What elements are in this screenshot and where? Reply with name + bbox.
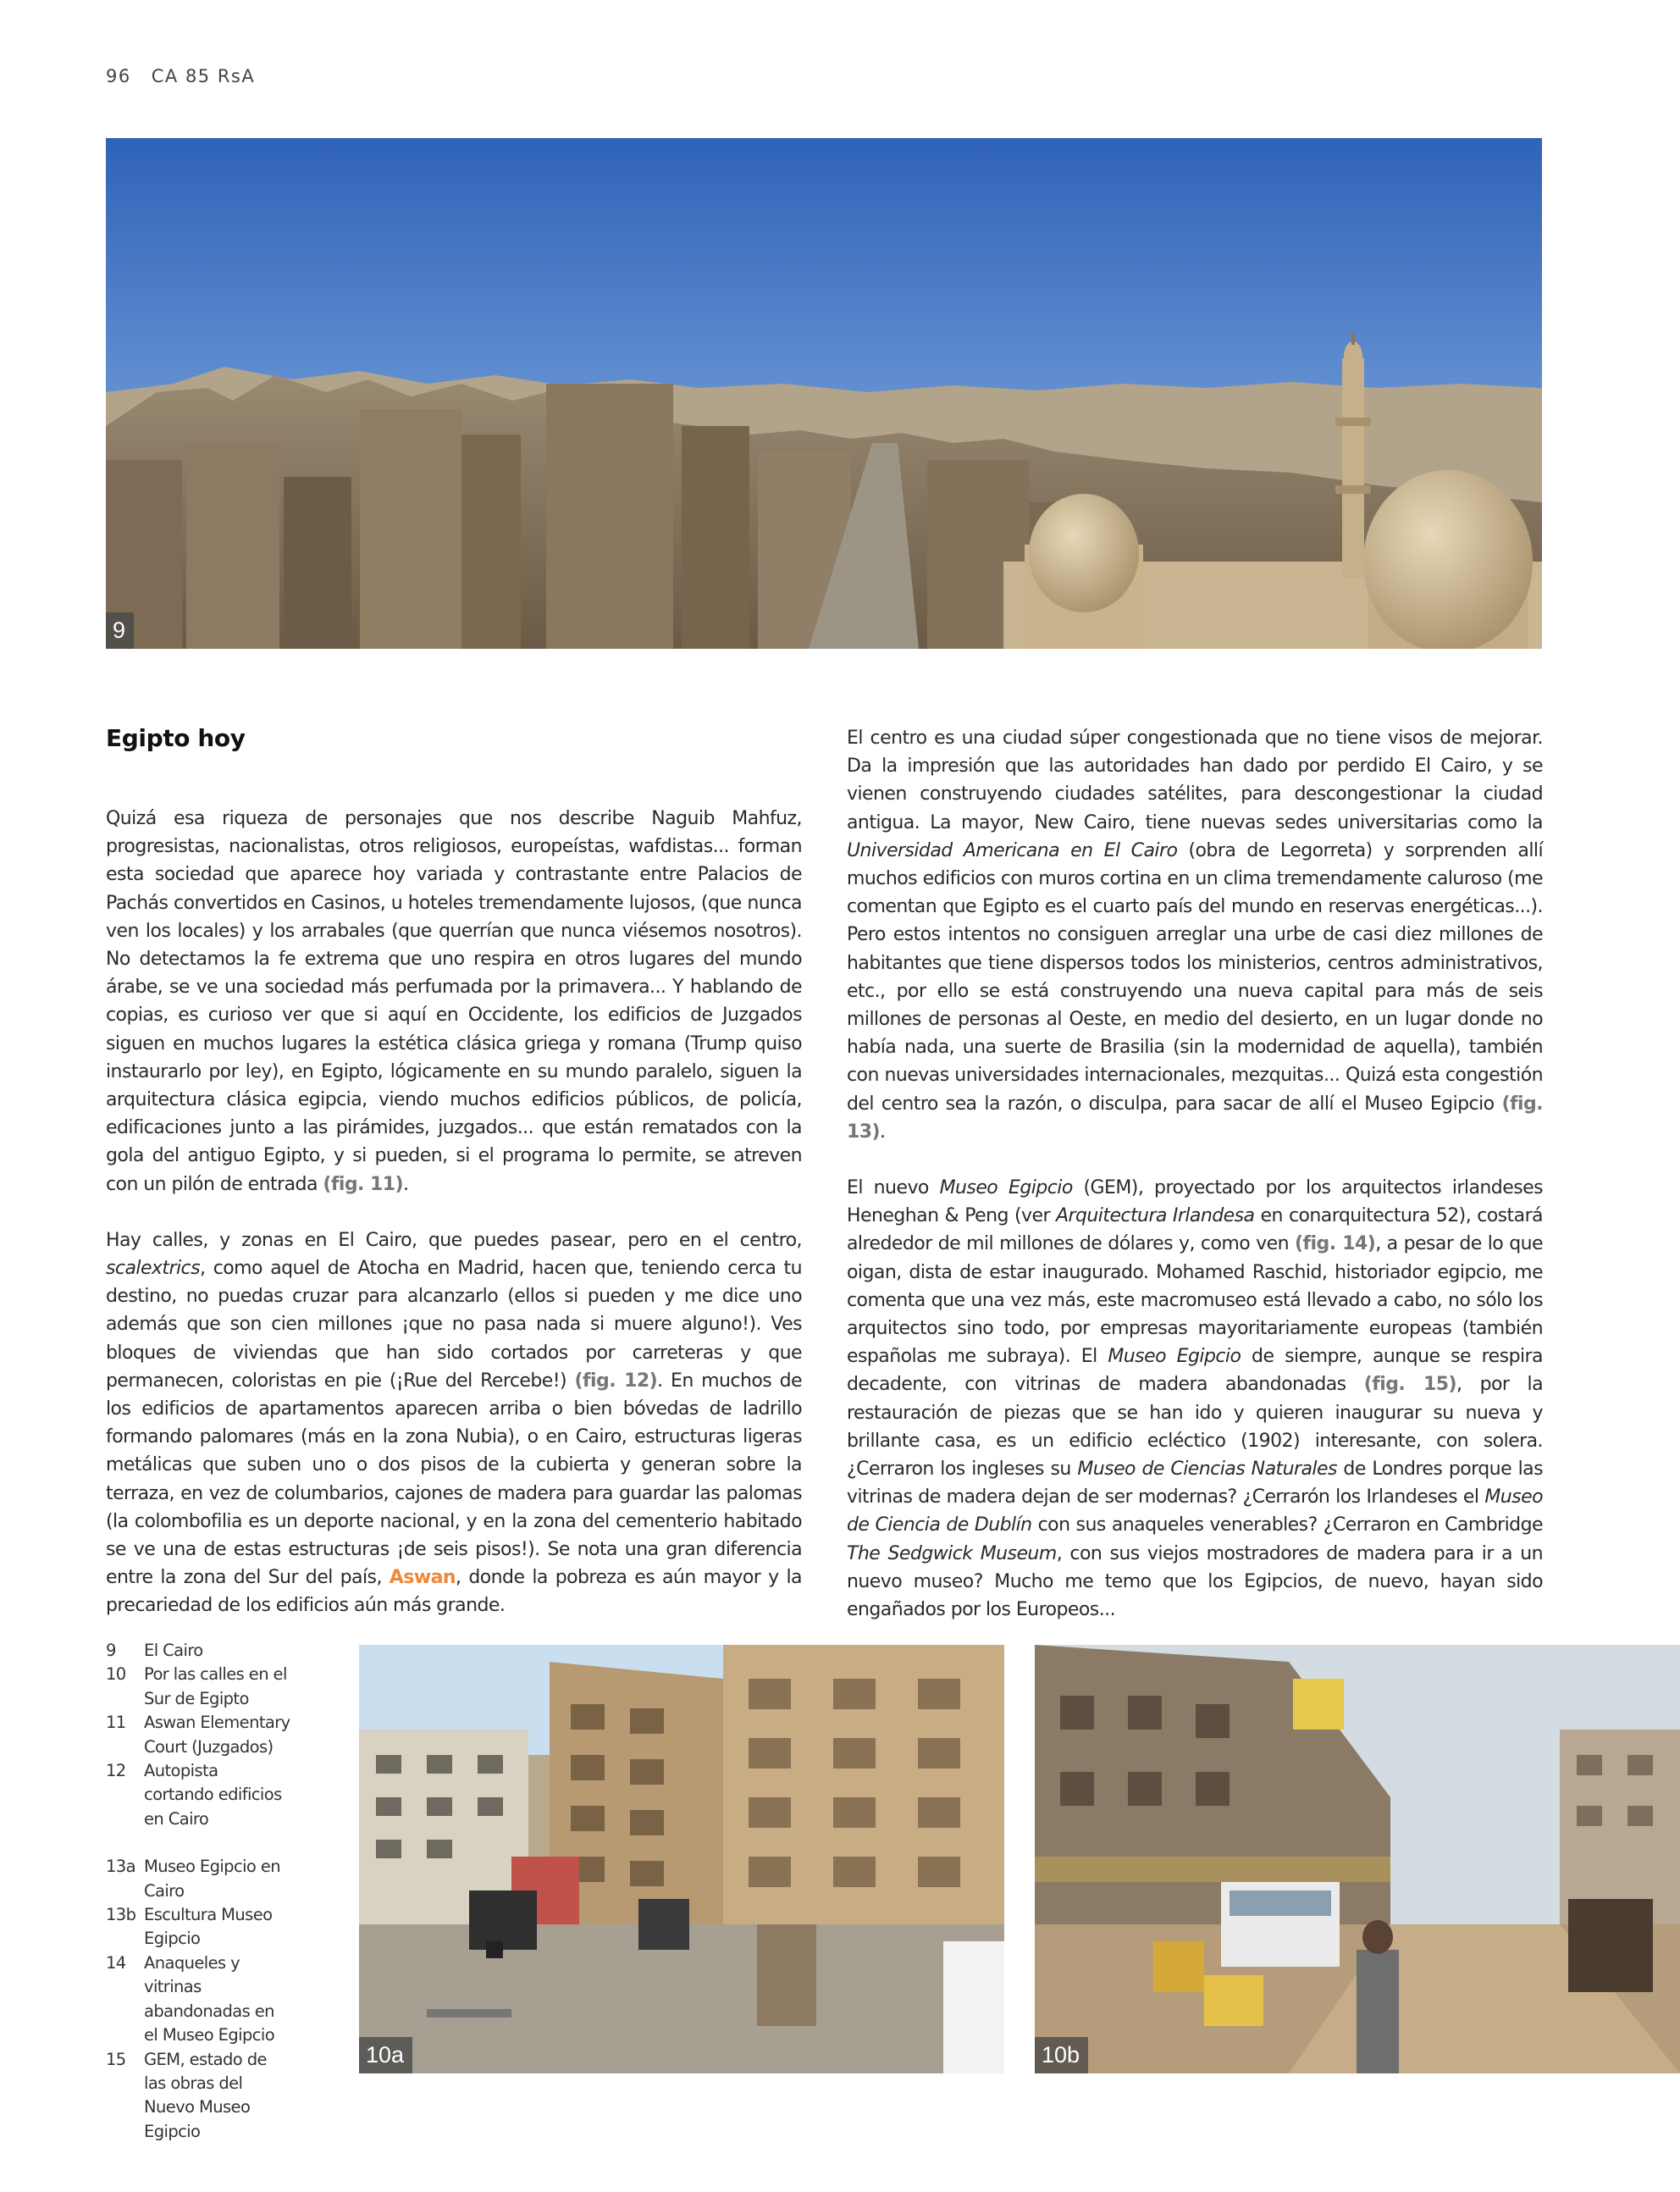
- left-paragraph-1: [106, 805, 802, 1198]
- caption-text: El Cairo: [144, 1641, 203, 1660]
- street-10a-illustration: [359, 1645, 1004, 2073]
- right-paragraph-2: [847, 1174, 1543, 1624]
- text-run: . En muchos de los edificios de apartamentos aparecen arriba o bien bóvedas de ladrillo formando palomares (más en la zona Nubia), o en Cairo, estructuras ligeras metálicas que suben uno o dos pisos de la cubierta y generan sobre la terraza, en vez de columbarios, cajones de madera para guardar las palomas (la colombofilia es un deporte nacional, y en la zona del cementerio habitado se ve una de estas estructuras ¡de seis pisos!). Se nota una gran diferencia entre la zona del Sur del país,: [106, 1370, 802, 1589]
- text-run: Arquitectura Irlandesa: [1056, 1205, 1255, 1227]
- text-run: con sus anaqueles venerables? ¿Cerraron en Cambridge: [1031, 1514, 1543, 1536]
- caption-text: Escultura Museo Egipcio: [144, 1905, 273, 1949]
- caption-text: Por las calles en el Sur de Egipto: [144, 1664, 287, 1708]
- caption-item: [106, 1759, 292, 1831]
- caption-number: 15: [106, 2049, 126, 2069]
- figure-reference: (fig. 11): [323, 1173, 403, 1195]
- figure-10b-street-photo: [1035, 1645, 1680, 2073]
- text-run: de Londres porque las vitrinas de madera dejan de ser modernas? ¿Cerrarón los Irlandeses el: [847, 1459, 1543, 1508]
- text-run: Quizá esa riqueza de personajes que nos describe Naguib Mahfuz, progresistas, nacionalistas, otros religiosos, europeístas, wafdistas... forman esta sociedad que aparece hoy variada y contrastante entre Palacios de Pachás convertidos en Casinos, u hoteles tremendamente lujosos, (que nunca ven los locales) y los arrabales (que querrían que nunca viésemos nosotros). No detectamos la fe extrema que uno respira en otros lugares del mundo árabe, se ve una sociedad más perfumada por la primavera... Y hablando de copias, es curioso ver que si aquí en Occidente, los edificios de Juzgados siguen en muchos lugares la estética clásica griega y romana (Trump quiso instaurarlo por ley), en Egipto, lógicamente en su mundo paralelo, siguen la arquitectura clásica egipcia, viendo muchos edificios públicos, de policía, edificaciones junto a las pirámides, juzgados... que están rematados con la gola del antiguo Egipto, y si pueden, si el programa lo permite, se atreven con un pilón de entrada: [106, 808, 802, 1195]
- caption-text: Autopista cortando edificios en Cairo: [144, 1761, 282, 1829]
- page-number: 96: [106, 66, 131, 86]
- highlighted-place-name: Aswan: [389, 1567, 456, 1589]
- caption-text: Museo Egipcio en Cairo: [144, 1857, 280, 1901]
- publication-name: CA 85 RsA: [151, 66, 256, 86]
- caption-number: 10: [106, 1664, 126, 1685]
- caption-item: [106, 1951, 292, 2048]
- text-run: , a pesar de lo que oigan, dista de estar inaugurado. Mohamed Raschid, historiador egipcio, me comenta que una vez más, este macromuseo está llevado a cabo, no sólo los arquitectos sino todo, por empresas mayoritariamente europeas (también españolas me subraya). El: [847, 1233, 1544, 1368]
- caption-item: [106, 1639, 292, 1663]
- text-run: Universidad Americana en El Cairo: [847, 839, 1178, 861]
- text-run: de siempre, aunque se respira decadente, con vitrinas de madera abandonadas: [847, 1346, 1543, 1396]
- text-run: El nuevo: [847, 1177, 940, 1199]
- caption-item: [106, 1903, 292, 1951]
- caption-item: [106, 1855, 292, 1903]
- text-run: El centro es una ciudad súper congestionada que no tiene visos de mejorar. Da la impresión que las autoridades han dado por perdido El Cairo, y se vienen construyendo ciudades satélites, para descongestionar la ciudad antigua. La mayor, New Cairo, tiene nuevas sedes universitarias como la: [847, 728, 1543, 833]
- figure-9-label: 9: [106, 612, 134, 649]
- text-run: .: [402, 1173, 409, 1195]
- text-run: (GEM), proyectado por los arquitectos irlandeses Heneghan & Peng (ver: [847, 1177, 1543, 1227]
- text-run: The Sedgwick Museum: [847, 1542, 1057, 1564]
- text-run: .: [880, 1121, 886, 1143]
- text-run: (obra de Legorreta) y sorprenden allí muchos edificios con muros cortina en un clima tremendamente caluroso (me comentan que Egipto es el cuarto país del mundo en reservas energéticas...). Pero estos intentos no consiguen arreglar una urbe de casi diez millones de habitantes que tiene dispersos todos los ministerios, centros administrativos, etc., por ello se está construyendo una nueva capital para más de seis millones de personas al Oeste, en medio del desierto, en un lugar donde no había nada, una suerte de Brasilia (sin la modernidad de aquella), también con nuevas universidades internacionales, mezquitas... Quizá esta congestión del centro sea la razón, o disculpa, para sacar de allí el Museo Egipcio: [847, 839, 1544, 1115]
- figure-reference: (fig. 14): [1295, 1233, 1376, 1255]
- caption-item: [106, 2048, 292, 2145]
- running-header: [106, 66, 255, 86]
- right-paragraphs: [847, 724, 1543, 1624]
- text-run: scalextrics: [106, 1258, 200, 1280]
- text-run: , por la restauración de piezas que se han ido y quieren inaugurar su nueva y brillante casa, es un edificio ecléctico (1902) interesante, con solera. ¿Cerraron los ingleses su: [847, 1374, 1544, 1481]
- article-left-column: [106, 724, 802, 1648]
- caption-text: Aswan Elementary Court (Juzgados): [144, 1713, 290, 1757]
- text-run: Museo Egipcio: [1108, 1346, 1241, 1368]
- caption-text: Anaqueles y vitrinas abandonadas en el Museo Egipcio: [144, 1952, 275, 2045]
- caption-spacer: [106, 1831, 292, 1855]
- article-right-column: [847, 724, 1543, 1652]
- street-10b-illustration: [1035, 1645, 1680, 2073]
- caption-item: [106, 1711, 292, 1759]
- caption-number: 11: [106, 1713, 126, 1733]
- caption-number: 13b: [106, 1905, 136, 1925]
- text-run: Museo de Ciencias Naturales: [1077, 1459, 1337, 1481]
- text-run: Hay calles, y zonas en El Cairo, que puedes pasear, pero en el centro,: [106, 1229, 802, 1251]
- right-paragraph-1: [847, 724, 1543, 1146]
- caption-number: 13a: [106, 1857, 135, 1877]
- figure-reference: (fig. 15): [1363, 1374, 1457, 1396]
- figure-9-cairo-panorama: [106, 138, 1542, 649]
- caption-number: 9: [106, 1641, 116, 1660]
- section-heading: Egipto hoy: [106, 724, 246, 752]
- left-paragraphs: [106, 805, 802, 1620]
- text-run: , donde la pobreza es aún mayor y la precariedad de los edificios aún más grande.: [106, 1567, 802, 1617]
- caption-item: [106, 1663, 292, 1711]
- caption-number: 12: [106, 1761, 126, 1781]
- figure-10b-label: 10b: [1035, 2037, 1088, 2073]
- text-run: en conarquitectura 52), costará alrededor de mil millones de dólares y, como ven: [847, 1205, 1543, 1255]
- caption-number: 14: [106, 1952, 126, 1973]
- figure-10a-street-photo: [359, 1645, 1004, 2073]
- text-run: , con sus viejos mostradores de madera para ir a un nuevo museo? Mucho me temo que los Egipcios, de nuevo, hayan sido engañados por los Europeos...: [847, 1542, 1544, 1621]
- figure-reference: (fig. 12): [574, 1370, 658, 1392]
- text-run: Museo de Ciencia de Dublín: [847, 1486, 1543, 1536]
- text-run: , como aquel de Atocha en Madrid, hacen que, teniendo cerca tu destino, no puedas cruzar para alcanzarlo (ellos si pueden y me dice uno además que son cien millones ¡que no pasa nada si muere alguno!). Ves bloques de viviendas que han sido cortados por carreteras y que permanecen, coloristas en pie (¡Rue del Rercebe!): [106, 1258, 802, 1392]
- figure-captions: [106, 1639, 292, 2144]
- panorama-illustration: [106, 138, 1542, 649]
- caption-text: GEM, estado de las obras del Nuevo Museo Egipcio: [144, 2049, 267, 2141]
- figure-10a-label: 10a: [359, 2037, 412, 2073]
- figure-reference: (fig. 13): [847, 1093, 1543, 1143]
- text-run: Museo Egipcio: [939, 1177, 1073, 1199]
- left-paragraph-2: [106, 1226, 802, 1620]
